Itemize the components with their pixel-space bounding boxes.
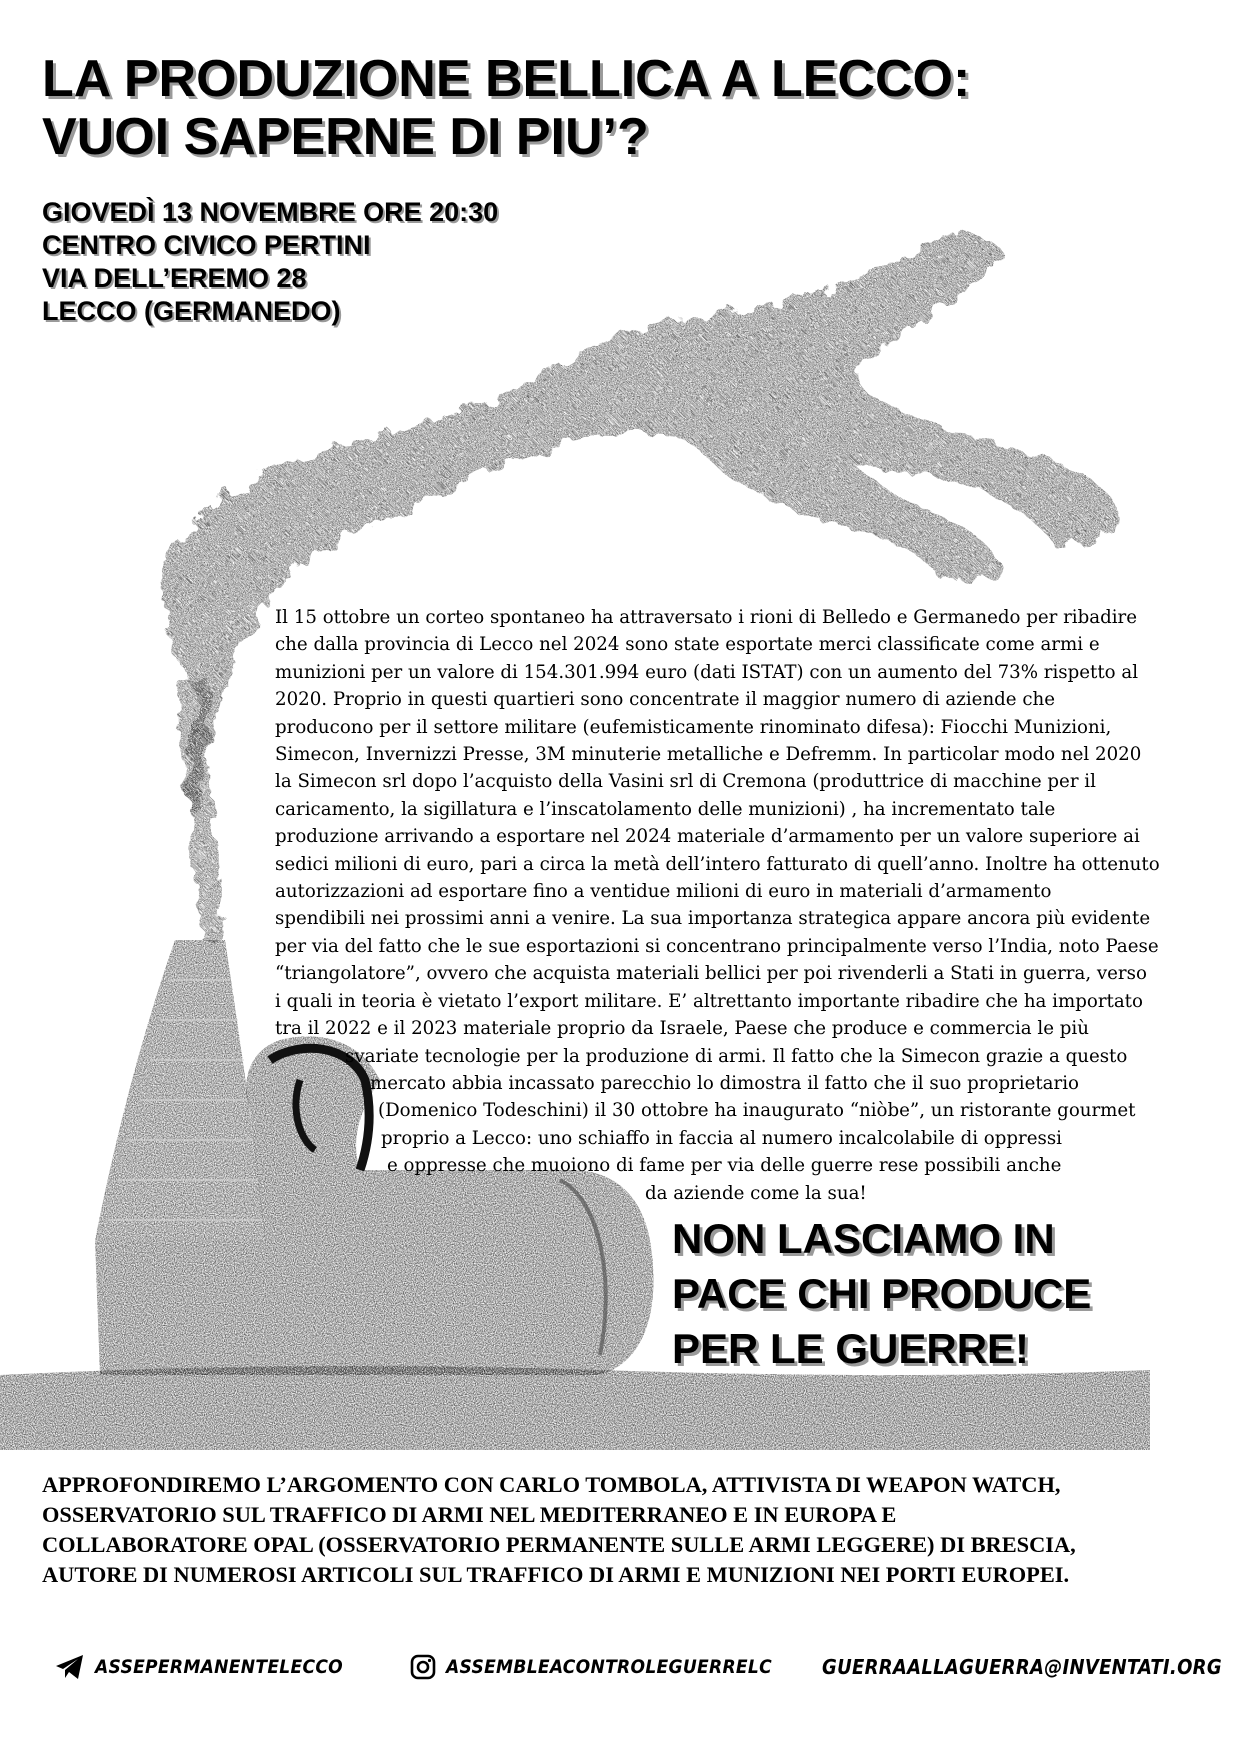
instagram-contact[interactable] [410,1648,772,1686]
article-line: producono per il settore militare (eufemisticamente rinominato difesa): Fiocchi Munizioni, [275,716,1112,738]
title-line-1: LA PRODUZIONE BELLICA A LECCO: [42,50,971,108]
speaker-line-1: APPROFONDIREMO L’ARGOMENTO CON CARLO TOMBOLA, ATTIVISTA DI WEAPON WATCH, [42,1472,1061,1497]
title-line-2: VUOI SAPERNE DI PIU’? [42,108,649,166]
article-line: i quali in teoria è vietato l’export militare. E’ altrettanto importante ribadire che ha importato [275,990,1143,1012]
article-line: 2020. Proprio in questi quartieri sono concentrate il maggior numero di aziende che [275,689,1056,711]
telegram-handle: ASSEPERMANENTELECCO [95,1656,343,1678]
article-line: Il 15 ottobre un corteo spontaneo ha attraversato i rioni di Belledo e Germanedo per ribadire [275,607,1138,628]
event-details [42,196,602,328]
article-line: munizioni per un valore di 154.301.994 euro (dati ISTAT) con un aumento del 73% rispetto al [275,661,1139,683]
event-venue: CENTRO CIVICO PERTINI [42,230,371,260]
poster-title [42,50,1202,166]
email-contact[interactable] [822,1648,1222,1686]
telegram-icon [55,1654,85,1680]
article-line: per via del fatto che le sue esportazioni si concentrano principalmente verso l’India, noto Paese [275,935,1159,957]
event-street: VIA DELL’EREMO 28 [42,263,307,293]
article-line: (Domenico Todeschini) il 30 ottobre ha inaugurato “niòbe”, un ristorante gourmet [378,1100,1136,1122]
email-address: GUERRAALLAGUERRA@INVENTATI.ORG [822,1655,1222,1679]
article-line: da aziende come la sua! [645,1182,867,1204]
footer-contacts [55,1648,1222,1688]
article-line: spendibili nei prossimi anni a venire. La sua importanza strategica appare ancora più evidente [275,908,1151,930]
article-line: svariate tecnologie per la produzione di armi. Il fatto che la Simecon grazie a questo [345,1045,1128,1067]
speaker-info [42,1470,1212,1590]
ground [0,1366,1150,1450]
event-date: GIOVEDÌ 13 NOVEMBRE ORE 20:30 [42,197,499,227]
instagram-handle: ASSEMBLEACONTROLEGUERRELC [446,1656,772,1678]
article-line: autorizzazioni ad esportare fino a ventidue milioni di euro in materiali d’armamento [275,881,1052,903]
article-line: Simecon, Invernizzi Presse, 3M minuterie metalliche e Defremm. In particolar modo nel 2020 [275,744,1142,766]
smoke-column [179,680,222,940]
article-line: la Simecon srl dopo l’acquisto della Vasini srl di Cremona (produttrice di macchine per il [275,771,1096,793]
telegram-contact[interactable] [55,1648,343,1686]
article-line: sedici milioni di euro, pari a circa la metà dell’intero fatturato di quell’anno. Inoltre ha ottenuto [275,853,1160,875]
article-line: tra il 2022 e il 2023 materiale proprio da Israele, Paese che produce e commercia le più [275,1018,1089,1040]
slogan-line-3: PER LE GUERRE! [672,1325,1030,1372]
article-line: “triangolatore”, ovvero che acquista materiali bellici per poi rivenderli a Stati in guerra, verso [275,963,1147,985]
speaker-line-3: COLLABORATORE OPAL (OSSERVATORIO PERMANENTE SULLE ARMI LEGGERE) DI BRESCIA, [42,1532,1076,1557]
article-line: che dalla provincia di Lecco nel 2024 sono state esportate merci classificate come armi e [275,634,1100,656]
slogan-line-2: PACE CHI PRODUCE [672,1270,1092,1317]
article-line: e oppresse che muoiono di fame per via delle guerre rese possibili anche [387,1155,1062,1177]
article-line: mercato abbia incassato parecchio lo dimostra il fatto che il suo proprietario [370,1072,1079,1094]
slogan-line-1: NON LASCIAMO IN [672,1215,1055,1262]
instagram-icon [410,1654,436,1680]
article-line: produzione arrivando a esportare nel 2024 materiale d’armamento per un valore superiore ai [275,826,1140,848]
chimney [95,940,265,1240]
event-city: LECCO (GERMANEDO) [42,296,341,326]
article-line: caricamento, la sigillatura e l’inscatolamento delle munizioni) , ha incrementato tale [275,798,1056,820]
speaker-line-2: OSSERVATORIO SUL TRAFFICO DI ARMI NEL MEDITERRANEO E IN EUROPA E [42,1502,897,1527]
speaker-line-4: AUTORE DI NUMEROSI ARTICOLI SUL TRAFFICO DI ARMI E MUNIZIONI NEI PORTI EUROPEI. [42,1562,1070,1587]
article-text [275,604,1165,1207]
article-line: proprio a Lecco: uno schiaffo in faccia al numero incalcolabile di oppressi [381,1127,1062,1149]
slogan [672,1211,1142,1376]
